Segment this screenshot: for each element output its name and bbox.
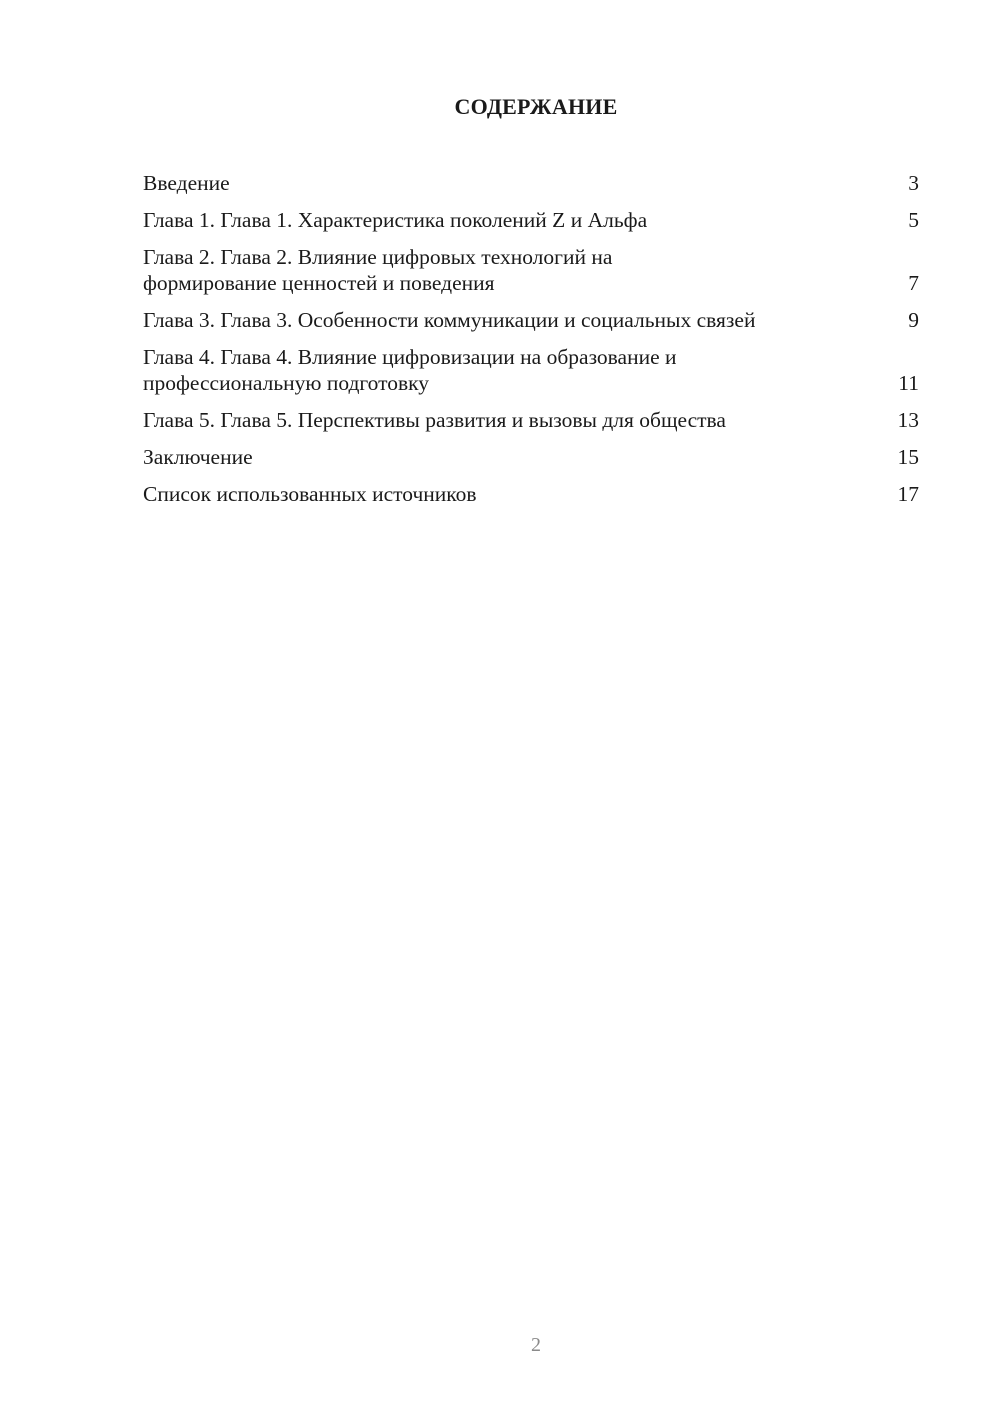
toc-entry-introduction[interactable] <box>143 170 919 196</box>
toc-entry-chapter-3[interactable] <box>143 307 919 333</box>
toc-entry-chapter-1[interactable] <box>143 207 919 233</box>
toc-entry-references[interactable] <box>143 481 919 507</box>
toc-entry-page: 15 <box>897 445 919 469</box>
toc-entry-page: 3 <box>908 171 919 195</box>
toc-entry-page: 7 <box>908 271 919 295</box>
toc-entry-chapter-4[interactable] <box>143 344 919 396</box>
toc-entry-label: Глава 5. Глава 5. Перспективы развития и вызовы для общества <box>143 408 726 432</box>
toc-entry-page: 9 <box>908 308 919 332</box>
page-title: СОДЕРЖАНИЕ <box>454 94 618 119</box>
toc-entry-page: 11 <box>898 371 919 395</box>
toc-entry-label: Список использованных источников <box>143 482 477 506</box>
page-number: 2 <box>531 1334 541 1356</box>
toc-entry-label: Заключение <box>143 445 253 469</box>
toc-entry-label: Введение <box>143 171 230 195</box>
toc-entry-label: Глава 4. Глава 4. Влияние цифровизации на образование и профессиональную подготовку <box>143 345 677 395</box>
toc-entry-label: Глава 1. Глава 1. Характеристика поколений Z и Альфа <box>143 208 648 232</box>
toc-entry-page: 13 <box>897 408 919 432</box>
toc-entry-conclusion[interactable] <box>143 444 919 470</box>
table-of-contents <box>143 170 919 518</box>
toc-entry-chapter-2[interactable] <box>143 244 919 296</box>
toc-entry-page: 5 <box>908 208 919 232</box>
toc-entry-label: Глава 3. Глава 3. Особенности коммуникации и социальных связей <box>143 308 756 332</box>
toc-entry-page: 17 <box>897 482 919 506</box>
toc-entry-label: Глава 2. Глава 2. Влияние цифровых технологий на формирование ценностей и поведения <box>143 245 613 295</box>
toc-entry-chapter-5[interactable] <box>143 407 919 433</box>
